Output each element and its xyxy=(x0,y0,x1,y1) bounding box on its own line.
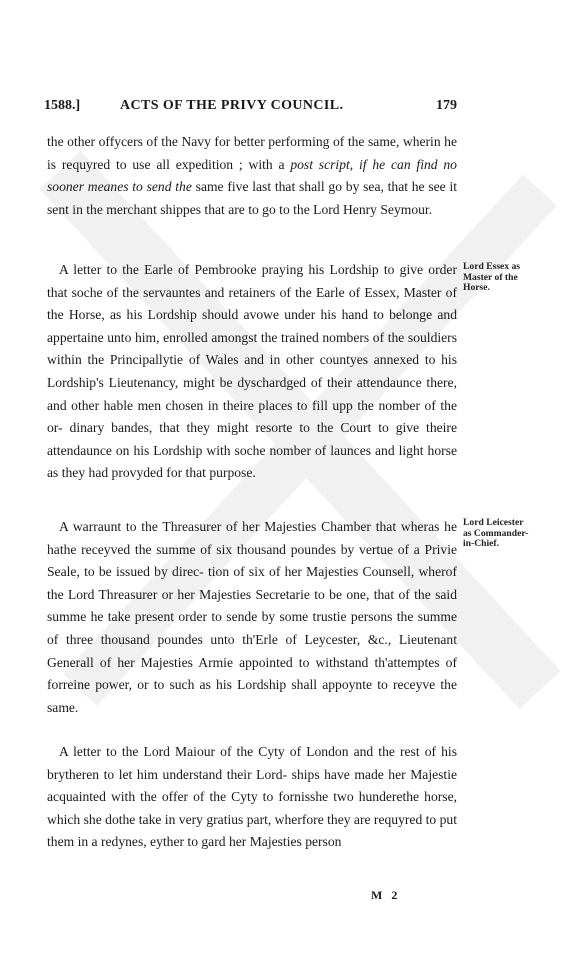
text-line: give theire attendaunce on his Lordship with soche nomber xyxy=(47,420,457,458)
text-line: same five last that shall go by sea, that he see it sent in xyxy=(47,179,458,217)
text-line: of launces and light horse as they had provyded for that xyxy=(47,442,457,481)
paragraph-warraunt xyxy=(47,516,457,719)
text-line: purpose. xyxy=(209,465,256,481)
margin-note-line: Horse. xyxy=(463,282,490,294)
text-line: Armie appointed to withstand th'attemptes of forreine power, xyxy=(47,654,457,693)
paragraph-pembrooke xyxy=(47,259,457,485)
text-line: Threasurer or her Majesties Secretarie to be one, that of the xyxy=(98,586,431,602)
text-line: of Leycester, &c., Lieutenant Generall of her Majesties xyxy=(47,631,457,670)
text-line: dyschardged of their attendaunce there, and other hable men xyxy=(47,374,457,413)
paragraph-text xyxy=(47,131,457,221)
text-line: post script, if he can find no sooner meanes to send the xyxy=(47,156,457,195)
paragraph-text xyxy=(47,259,457,485)
paragraph-continued xyxy=(47,131,457,221)
text-line: the Cyty to fornisshe two hunderethe horse, which she dothe xyxy=(47,789,457,827)
text-line: said summe he take present order to sende by some trustie xyxy=(47,586,457,625)
paragraph-text xyxy=(47,741,457,854)
text-line: the merchant shippes that are to go to the Lord Henry xyxy=(86,201,377,217)
text-line: dinary bandes, that they might resorte to the Court to xyxy=(69,420,389,436)
text-line: chosen in theire places to fill upp the nomber of the or- xyxy=(47,397,457,436)
margin-note-line: in-Chief. xyxy=(463,538,499,550)
text-line: Seymour. xyxy=(380,201,433,217)
text-line: A letter to the Earle of Pembrooke praying his Lordship xyxy=(59,262,379,277)
margin-note-line: Lord Essex as xyxy=(463,261,521,272)
text-line: of the Earle of Essex, Master of the Horse, as his Lordship xyxy=(47,284,457,323)
text-line: or to such as his Lordship shall appoynte to receyve the xyxy=(137,677,458,693)
margin-note-line: Lord Leicester xyxy=(463,517,524,528)
header-title: ACTS OF THE PRIVY COUNCIL. xyxy=(120,98,344,113)
text-line: to give order that soche of the servauntes and retainers xyxy=(47,262,457,300)
text-line: poundes by vertue of a Privie Seale, to be issued by direc- xyxy=(47,541,458,580)
text-line: ships have made her Majestie acquainted with the offer of xyxy=(47,766,458,805)
text-line: A warraunt to the Threasurer of her Majesties Chamber xyxy=(59,519,371,534)
text-line: same. xyxy=(47,699,79,715)
margin-note-leicester xyxy=(463,518,543,550)
text-line: that wheras he hathe receyved the summe of six thousand xyxy=(47,519,457,557)
margin-note-line: Master of the xyxy=(463,271,518,283)
text-line: countyes annexed to his Lordship's Lieutenancy, might be xyxy=(47,352,458,390)
running-head xyxy=(44,98,474,118)
text-line: put them in a redynes, eyther to gard her Majesties person xyxy=(47,811,457,850)
paragraph-text xyxy=(47,516,457,719)
text-line: same, wherin he is requyred to use all expedition ; with a xyxy=(47,134,457,172)
margin-note-essex xyxy=(463,262,543,294)
paragraph-lord-maiour xyxy=(47,741,457,854)
signature-mark: M 2 xyxy=(371,888,401,902)
text-line: the rest of his brytheren to let him understand their Lord- xyxy=(47,744,457,782)
text-line: should avowe under his hand to belonge and appertaine xyxy=(47,307,458,345)
text-line: tion of six of her Majesties Counsell, wherof the Lord xyxy=(47,564,457,602)
header-year: 1588.] xyxy=(44,98,81,113)
text-line: take in very gratius part, wherfore they are requyred to xyxy=(138,811,437,827)
page-number: 179 xyxy=(436,98,457,113)
margin-note-line: as Commander- xyxy=(463,527,529,539)
text-line: souldiers within the Principallytie of Wales and in other xyxy=(47,329,457,368)
text-line: unto him, enrolled amongst the trained nombers of the xyxy=(107,329,405,345)
text-line: the other offycers of the Navy for better performing of the xyxy=(47,134,365,149)
text-line: persons the summe of three thousand poundes unto th'Erle xyxy=(47,609,457,647)
text-line: A letter to the Lord Maiour of the Cyty of London and xyxy=(59,744,374,759)
